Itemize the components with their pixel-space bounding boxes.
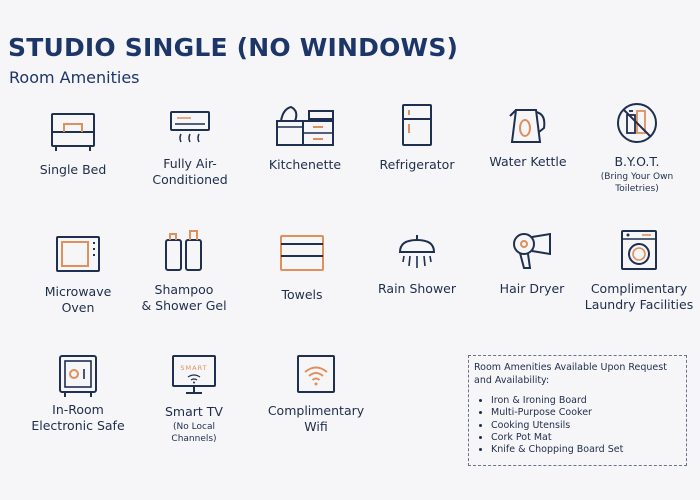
amenity-label: Shampoo & Shower Gel (141, 282, 227, 313)
amenity-label: Rain Shower (378, 281, 456, 296)
bed-icon (50, 110, 96, 152)
amenity-laundry (579, 229, 699, 313)
kitchenette-icon (273, 103, 337, 147)
amenity-label: Complimentary Wifi (267, 403, 365, 434)
page-title: STUDIO SINGLE (NO WINDOWS) (8, 33, 459, 62)
amenity-byot (577, 101, 697, 195)
amenity-label: Refrigerator (379, 157, 455, 172)
smart-tv-icon (171, 354, 217, 398)
wifi-icon (296, 354, 336, 394)
amenity-label: Smart TV (165, 404, 223, 419)
amenity-label: Kitchenette (268, 157, 342, 172)
amenity-wifi (256, 354, 376, 435)
amenity-towels (242, 234, 362, 303)
on-request-box (468, 355, 687, 466)
page-subtitle: Room Amenities (9, 68, 140, 87)
amenity-microwave (18, 235, 138, 316)
amenity-label: Water Kettle (489, 154, 567, 169)
amenity-smart-tv (134, 354, 254, 445)
amenity-label: Towels (281, 287, 323, 302)
kettle-icon (508, 102, 548, 146)
amenity-safe (18, 354, 138, 434)
amenity-label: Single Bed (39, 162, 107, 177)
list-item: • Multi-Purpose Cooker (491, 407, 680, 419)
list-item: • Knife & Chopping Board Set (491, 444, 680, 456)
amenity-kitchenette (245, 103, 365, 173)
amenity-label: Hair Dryer (499, 281, 565, 296)
safe-icon (58, 354, 98, 398)
on-request-heading: Room Amenities Available Upon Request and Availability: (474, 362, 667, 386)
tv-screen-text: SMART (180, 364, 208, 372)
air-conditioner-icon (169, 110, 211, 146)
amenity-label: In-Room Electronic Safe (31, 402, 125, 433)
hair-dryer-icon (510, 232, 554, 270)
no-toiletries-icon (615, 101, 659, 145)
amenity-rain-shower (357, 234, 477, 297)
shampoo-bottles-icon (163, 228, 205, 272)
amenity-water-kettle (468, 102, 588, 170)
amenity-refrigerator (357, 103, 477, 173)
amenity-label: Complimentary Laundry Facilities (584, 281, 694, 312)
microwave-icon (55, 235, 101, 273)
washing-machine-icon (620, 229, 658, 271)
list-item: • Cooking Utensils (491, 420, 680, 432)
amenity-single-bed (13, 110, 133, 178)
list-item: • Cork Pot Mat (491, 432, 680, 444)
amenity-label: Microwave Oven (44, 284, 112, 315)
rain-shower-icon (396, 234, 438, 270)
amenity-note: (Bring Your Own Toiletries) (600, 172, 674, 194)
amenity-note: (No Local Channels) (171, 422, 217, 444)
refrigerator-icon (400, 103, 434, 147)
amenity-label: Fully Air- Conditioned (152, 156, 228, 187)
list-item: • Iron & Ironing Board (491, 395, 680, 407)
on-request-list (474, 395, 680, 456)
towels-icon (279, 234, 325, 274)
amenity-shampoo (124, 228, 244, 314)
amenity-label: B.Y.O.T. (614, 154, 660, 169)
amenity-hair-dryer (472, 232, 592, 297)
amenity-air-conditioning (130, 110, 250, 188)
